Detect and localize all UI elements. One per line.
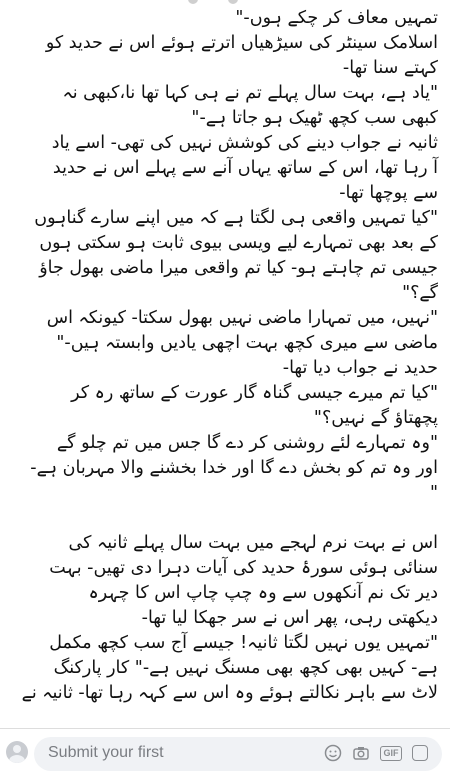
- post-line: آ رہا تھا، اس کے ساتھ یہاں آنے سے پہلے اس نے حدید: [52, 158, 438, 178]
- post-line: اسلامک سینٹر کی سیڑھیاں اترتے ہوئے اس نے حدید کو: [45, 33, 438, 53]
- post-line: سے پوچھا تھا-: [339, 183, 438, 203]
- post-line: ہے- کہیں بھی کچھ بھی مسنگ نہیں ہے-" کار پارکنگ: [53, 658, 438, 678]
- post-line: حدید نے جواب دیا تھا-: [282, 358, 438, 378]
- post-line: [14, 506, 438, 531]
- post-line: اس نے بہت نرم لہجے میں بہت سال پہلے ثانیہ کی: [68, 533, 438, 553]
- post-line: ثانیہ نے جواب دینے کی کوشش نہیں کی تھی- اسے یاد: [51, 133, 438, 153]
- post-line: پچھتاؤ گے نہیں؟": [313, 408, 438, 428]
- camera-icon[interactable]: [352, 744, 370, 762]
- post-line: کبھی سب کچھ ٹھیک ہو جاتا ہے-": [191, 108, 438, 128]
- sticker-icon[interactable]: [412, 745, 428, 761]
- post-line: ماضی سے میری کچھ بہت اچھی یادیں وابستہ ہیں-": [56, 333, 438, 353]
- post-line: "تمہیں یوں نہیں لگتا ثانیہ! جیسے آج سب کچھ مکمل: [49, 633, 438, 653]
- post-line: لاٹ سے باہر نکالتے ہوئے وہ اس سے کہہ رہا تھا- ثانیہ نے: [21, 683, 438, 703]
- post-line: گے؟": [402, 283, 438, 303]
- post-text: [0, 6, 450, 728]
- comment-input[interactable]: [34, 737, 442, 771]
- post-line: دیر تک نم آنکھوں سے وہ چپ چاپ اس کا چہرہ: [88, 583, 438, 603]
- post-line: دیکھتی رہی، پھر اس نے سر جھکا لیا تھا-: [141, 608, 438, 628]
- post-line: "کیا تمہیں واقعی ہی لگتا ہے کہ میں اپنے سارے گناہوں: [34, 208, 438, 228]
- post-line: "کیا تم میرے جیسی گناہ گار عورت کے ساتھ رہ کر: [71, 383, 438, 403]
- cropped-icon: [228, 0, 238, 4]
- post-line: کہتے سنا تھا-: [342, 58, 438, 78]
- post-line: "وہ تمہارے لئے روشنی کر دے گا جس میں تم چلو گے: [56, 433, 438, 453]
- post-line: "یاد ہے، بہت سال پہلے تم نے ہی کہا تھا نا،کبھی نہ: [62, 83, 438, 103]
- post-line: "نہیں، میں تمہارا ماضی نہیں بھول سکتا- کیونکہ اس: [46, 308, 438, 328]
- post-line: تمہیں معاف کر چکے ہوں-": [235, 8, 438, 28]
- post-line: جیسی تم چاہتے ہو- کیا تم واقعی میرا ماضی بھول جاؤ: [39, 258, 438, 278]
- post-line: سنائی ہوئی سورۂ حدید کی آیات دہرا دی تھیں- بہت: [49, 558, 438, 578]
- post-line: اور وہ تم کو بخش دے گا اور خدا بخشنے والا مہربان ہے-: [30, 458, 438, 478]
- post-line: کے بعد بھی تمہارے لیے ویسی بیوی ثابت ہو سکتی ہوں: [39, 233, 438, 253]
- cropped-icon: [188, 0, 198, 4]
- comment-bar: [0, 728, 450, 765]
- avatar-icon[interactable]: [6, 741, 28, 763]
- post-line: ": [429, 483, 438, 503]
- gif-icon[interactable]: GIF: [380, 746, 402, 761]
- comment-placeholder: Submit your first: [48, 744, 164, 761]
- emoji-icon[interactable]: [324, 744, 342, 762]
